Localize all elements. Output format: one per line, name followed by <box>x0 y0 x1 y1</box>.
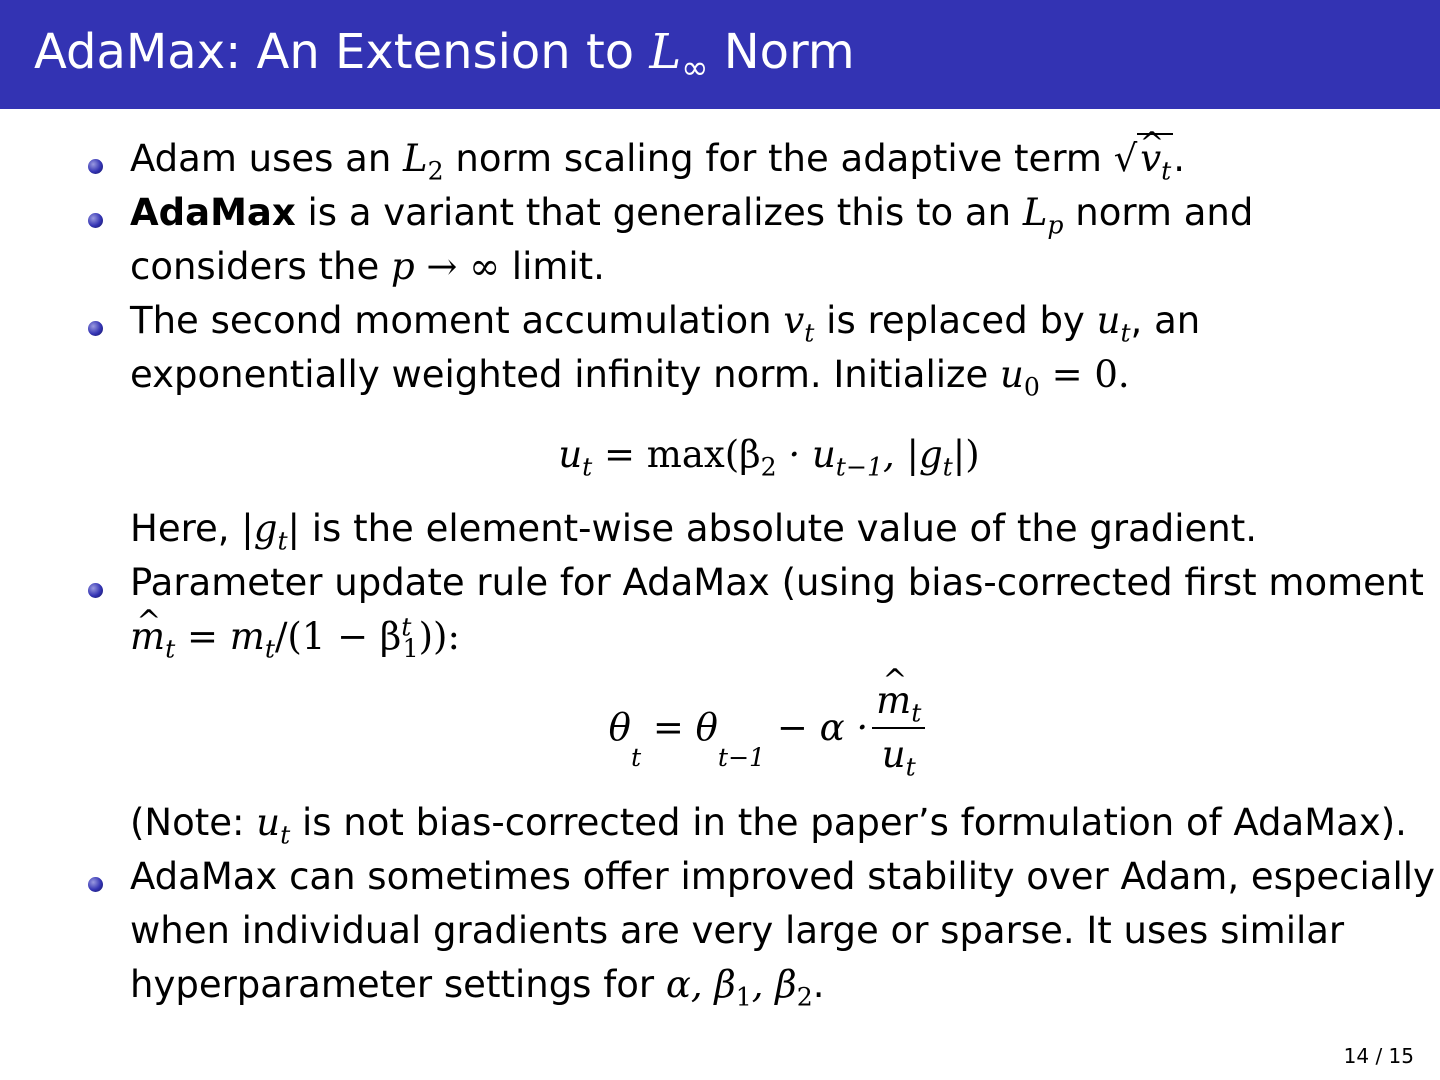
sqrt-sign: √ <box>1113 137 1138 180</box>
bullet-line <box>130 186 1408 240</box>
text: (Note: <box>130 801 257 844</box>
text: | is the element-wise absolute value of the gradient. <box>287 507 1258 550</box>
math-sub: 2 <box>760 452 777 482</box>
math-text: = <box>175 615 230 658</box>
math-sub: t <box>280 820 291 850</box>
equation-u-update <box>130 428 1408 482</box>
bullet-line <box>130 294 1408 348</box>
text: when individual gradients are very large or sparse. It uses similar <box>130 909 1345 952</box>
bullet-line <box>130 958 1408 1012</box>
bullet-item-adamax-variant <box>88 186 1408 294</box>
bullet-line <box>130 348 1408 402</box>
title-tail: Norm <box>708 24 855 80</box>
text: limit. <box>500 245 605 288</box>
math-var-hat: ^ m <box>876 677 911 725</box>
math-var: u <box>558 433 583 476</box>
math-sub: t <box>1161 156 1172 186</box>
text: is replaced by <box>814 299 1097 342</box>
bullet-icon <box>88 321 103 336</box>
equation-row: θ t = θ t−1 − α · ^ $\frac{m_t}{u_t}$ <box>130 668 1408 788</box>
text: The second moment accumulation <box>130 299 784 342</box>
math-var-hat: ^ v <box>1140 132 1161 186</box>
math-sub: 0 <box>1023 372 1040 402</box>
text: Here, | <box>130 507 254 550</box>
text: AdaMax can sometimes offer improved stability over Adam, especially <box>130 855 1435 898</box>
math-var: θ <box>608 706 631 749</box>
math-sub: 1 <box>735 982 752 1012</box>
math-sub: p <box>1047 210 1064 240</box>
fraction-m-over-u <box>872 677 925 782</box>
text: . <box>1173 137 1186 180</box>
math-var: L <box>1022 191 1048 234</box>
math-sub: t <box>165 634 176 664</box>
math-text: /(1 − β <box>274 615 402 658</box>
math-text: − α · <box>765 706 869 749</box>
bullet-line <box>130 850 1435 904</box>
bullet-line <box>130 610 1408 664</box>
bullet-item-adam-l2 <box>88 132 1408 186</box>
math-text: , |g <box>882 433 943 476</box>
sqrt-radicand <box>1137 133 1173 186</box>
math-var: u <box>881 733 906 776</box>
text: . <box>812 963 825 1006</box>
math-text: = max(β <box>592 433 761 476</box>
math-var: m <box>229 615 265 658</box>
math-text: )): <box>418 615 460 658</box>
text: exponentially weighted infinity norm. Initialize <box>130 353 1000 396</box>
text: , an <box>1130 299 1201 342</box>
math-sub: t <box>264 634 275 664</box>
math-sup: t <box>401 612 412 642</box>
bullet-line <box>130 796 1408 850</box>
fraction-numerator <box>872 677 925 729</box>
bullet-item-update-rule <box>88 556 1424 850</box>
math-sub: t <box>942 452 953 482</box>
term-adamax: AdaMax <box>130 191 296 234</box>
bullet-icon <box>88 583 103 598</box>
text: hyperparameter settings for <box>130 963 666 1006</box>
bullet-icon <box>88 877 103 892</box>
math-var: u <box>1096 299 1121 342</box>
bullet-item-second-moment <box>88 294 1408 556</box>
fraction-denominator <box>878 729 920 782</box>
math-text: = θ <box>641 706 718 749</box>
bullet-line <box>130 904 1408 958</box>
math-text: α, β <box>665 963 736 1006</box>
math-sub: 2 <box>427 156 444 186</box>
math-text: , β <box>751 963 797 1006</box>
math-var-hat: ^ m <box>130 610 165 664</box>
title-math-l: L <box>649 24 682 80</box>
bullet-icon <box>88 159 103 174</box>
math-sub: t <box>804 318 815 348</box>
math-var: u <box>1000 353 1024 396</box>
math-sub: t−1 <box>835 452 883 482</box>
equation-theta-update <box>130 668 1408 788</box>
math-var: p <box>390 245 415 288</box>
title-math-inf: ∞ <box>681 48 709 87</box>
bullet-line <box>130 240 1408 294</box>
math-sub: t <box>905 752 916 782</box>
math-text: · u <box>776 433 836 476</box>
math-sub: t <box>582 452 593 482</box>
math-text: |) <box>952 433 980 476</box>
sqrt-expression <box>1113 133 1174 186</box>
slide-body <box>88 132 1435 1012</box>
bullet-line <box>130 556 1424 610</box>
math-var: g <box>253 507 278 550</box>
math-sub: t <box>911 698 922 728</box>
math-sub: 2 <box>796 982 813 1012</box>
page-number: 14 / 15 <box>1343 1044 1414 1068</box>
math-sub: 1 <box>402 634 419 664</box>
math-sub: t <box>277 526 288 556</box>
text: considers the <box>130 245 391 288</box>
text: Parameter update rule for AdaMax (using bias-corrected first moment <box>130 561 1424 604</box>
title-text: AdaMax: An Extension to <box>34 24 650 80</box>
title-bar <box>0 0 1440 109</box>
math-var: v <box>783 299 805 342</box>
text: is not bias-corrected in the paper’s formulation of AdaMax). <box>290 801 1407 844</box>
text: norm and <box>1063 191 1254 234</box>
bullet-line <box>130 502 1408 556</box>
math-sub: t <box>1120 318 1131 348</box>
bullet-item-stability <box>88 850 1435 1012</box>
math-var: L <box>403 137 428 180</box>
text: is a variant that generalizes this to an <box>295 191 1023 234</box>
slide-title <box>34 24 855 87</box>
text: norm scaling for the adaptive term <box>443 137 1114 180</box>
math-var: u <box>256 801 281 844</box>
text: Adam uses an <box>130 137 404 180</box>
bullet-line <box>130 132 1408 186</box>
math-arrow: → ∞ <box>414 245 501 288</box>
text: = 0. <box>1039 353 1130 396</box>
bullet-icon <box>88 213 103 228</box>
